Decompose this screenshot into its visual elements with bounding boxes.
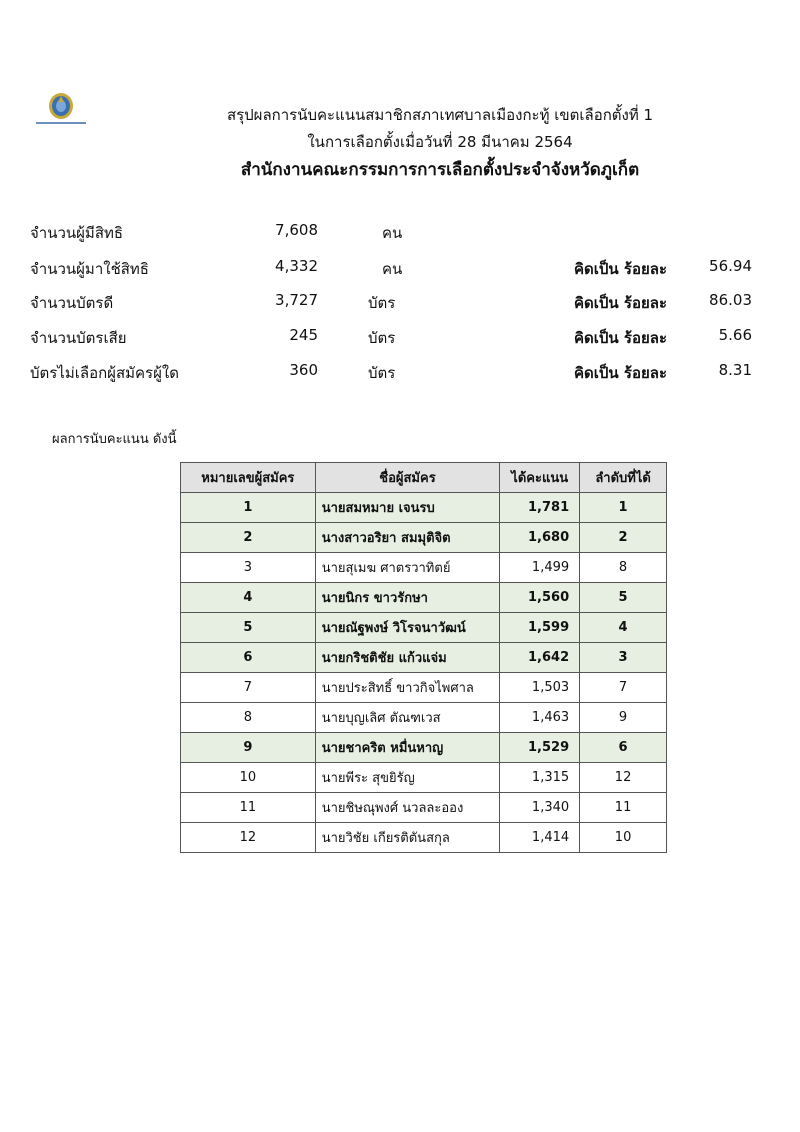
candidate-rank: 8 (580, 553, 667, 583)
stat-spoiled-ballots-value: 245 (289, 326, 318, 344)
candidate-votes: 1,642 (500, 643, 580, 673)
candidate-name: นายชาคริต หมื่นหาญ (315, 733, 500, 763)
stat-voters-value: 4,332 (275, 257, 318, 275)
candidate-votes: 1,680 (500, 523, 580, 553)
candidate-number: 11 (181, 793, 316, 823)
table-row (181, 823, 667, 853)
candidate-votes: 1,781 (500, 493, 580, 523)
header-title-line1: สรุปผลการนับคะแนนสมาชิกสภาเทศบาลเมืองกะทู้ เขตเลือกตั้งที่ 1 (226, 106, 654, 124)
stat-spoiled-ballots-pct: 5.66 (718, 326, 752, 344)
stat-no-vote-label: บัตรไม่เลือกผู้สมัครผู้ใด (30, 364, 179, 382)
candidate-number: 2 (181, 523, 316, 553)
stat-voters-label: จำนวนผู้มาใช้สิทธิ (30, 260, 149, 278)
candidate-rank: 7 (580, 673, 667, 703)
candidate-rank: 9 (580, 703, 667, 733)
candidate-votes: 1,599 (500, 613, 580, 643)
col-header-votes: ได้คะแนน (500, 463, 580, 493)
col-header-rank: ลำดับที่ได้ (580, 463, 667, 493)
stat-no-vote-pct: 8.31 (718, 361, 752, 379)
stat-good-ballots-unit: บัตร (368, 294, 396, 312)
table-row (181, 673, 667, 703)
candidate-name: นายวิชัย เกียรติตันสกุล (315, 823, 500, 853)
header-title-line2: ในการเลือกตั้งเมื่อวันที่ 28 มีนาคม 2564 (307, 133, 573, 151)
candidate-name: นายบุญเลิศ ตัณฑเวส (315, 703, 500, 733)
candidate-number: 4 (181, 583, 316, 613)
stat-voters-pct-label: คิดเป็น ร้อยละ (574, 260, 668, 278)
stat-no-vote-value: 360 (289, 361, 318, 379)
candidate-votes: 1,499 (500, 553, 580, 583)
candidate-number: 12 (181, 823, 316, 853)
stat-voters-pct: 56.94 (709, 257, 752, 275)
stat-spoiled-ballots-unit: บัตร (368, 329, 396, 347)
table-row (181, 703, 667, 733)
stat-good-ballots-value: 3,727 (275, 291, 318, 309)
candidate-rank: 11 (580, 793, 667, 823)
candidate-votes: 1,529 (500, 733, 580, 763)
stat-good-ballots-pct: 86.03 (709, 291, 752, 309)
stat-no-vote-pct-label: คิดเป็น ร้อยละ (574, 364, 668, 382)
candidate-rank: 3 (580, 643, 667, 673)
candidate-number: 6 (181, 643, 316, 673)
table-row (181, 583, 667, 613)
candidate-rank: 12 (580, 763, 667, 793)
stat-spoiled-ballots-label: จำนวนบัตรเสีย (30, 329, 127, 347)
table-header-row (181, 463, 667, 493)
stat-good-ballots-pct-label: คิดเป็น ร้อยละ (574, 294, 668, 312)
stat-voters-unit: คน (382, 260, 403, 278)
results-heading: ผลการนับคะแนน ดังนี้ (52, 432, 177, 447)
candidate-votes: 1,560 (500, 583, 580, 613)
col-header-candidate-number: หมายเลขผู้สมัคร (181, 463, 316, 493)
candidate-number: 7 (181, 673, 316, 703)
candidate-rank: 10 (580, 823, 667, 853)
results-table (180, 462, 667, 853)
candidate-number: 8 (181, 703, 316, 733)
candidate-votes: 1,414 (500, 823, 580, 853)
candidate-number: 9 (181, 733, 316, 763)
candidate-votes: 1,315 (500, 763, 580, 793)
table-row (181, 493, 667, 523)
candidate-number: 5 (181, 613, 316, 643)
candidate-votes: 1,463 (500, 703, 580, 733)
candidate-rank: 6 (580, 733, 667, 763)
candidate-name: นายนิกร ขาวรักษา (315, 583, 500, 613)
candidate-votes: 1,340 (500, 793, 580, 823)
candidate-name: นายพีระ สุขยิรัญ (315, 763, 500, 793)
table-row (181, 733, 667, 763)
election-commission-seal-icon (34, 92, 88, 128)
table-row (181, 793, 667, 823)
table-row (181, 523, 667, 553)
candidate-number: 3 (181, 553, 316, 583)
candidate-name: นายชิษณุพงศ์ นวลละออง (315, 793, 500, 823)
candidate-name: นางสาวอริยา สมมุติจิต (315, 523, 500, 553)
candidate-number: 10 (181, 763, 316, 793)
header-title-office: สำนักงานคณะกรรมการการเลือกตั้งประจำจังหวัดภูเก็ต (240, 160, 640, 180)
candidate-rank: 5 (580, 583, 667, 613)
candidate-name: นายสมหมาย เจนรบ (315, 493, 500, 523)
candidate-number: 1 (181, 493, 316, 523)
stat-no-vote-unit: บัตร (368, 364, 396, 382)
stat-eligible-label: จำนวนผู้มีสิทธิ (30, 224, 124, 242)
stat-eligible-value: 7,608 (275, 221, 318, 239)
table-row (181, 643, 667, 673)
candidate-votes: 1,503 (500, 673, 580, 703)
candidate-rank: 4 (580, 613, 667, 643)
candidate-name: นายสุเมฆ ศาตรวาทิตย์ (315, 553, 500, 583)
stat-good-ballots-label: จำนวนบัตรดี (30, 294, 114, 312)
candidate-name: นายกริชติชัย แก้วแจ่ม (315, 643, 500, 673)
stat-eligible-unit: คน (382, 224, 403, 242)
candidate-name: นายณัฐพงษ์ วิโรจนาวัฒน์ (315, 613, 500, 643)
table-row (181, 613, 667, 643)
candidate-rank: 2 (580, 523, 667, 553)
col-header-candidate-name: ชื่อผู้สมัคร (315, 463, 500, 493)
candidate-rank: 1 (580, 493, 667, 523)
stat-spoiled-ballots-pct-label: คิดเป็น ร้อยละ (574, 329, 668, 347)
candidate-name: นายประสิทธิ์ ขาวกิจไพศาล (315, 673, 500, 703)
table-row (181, 763, 667, 793)
table-row (181, 553, 667, 583)
